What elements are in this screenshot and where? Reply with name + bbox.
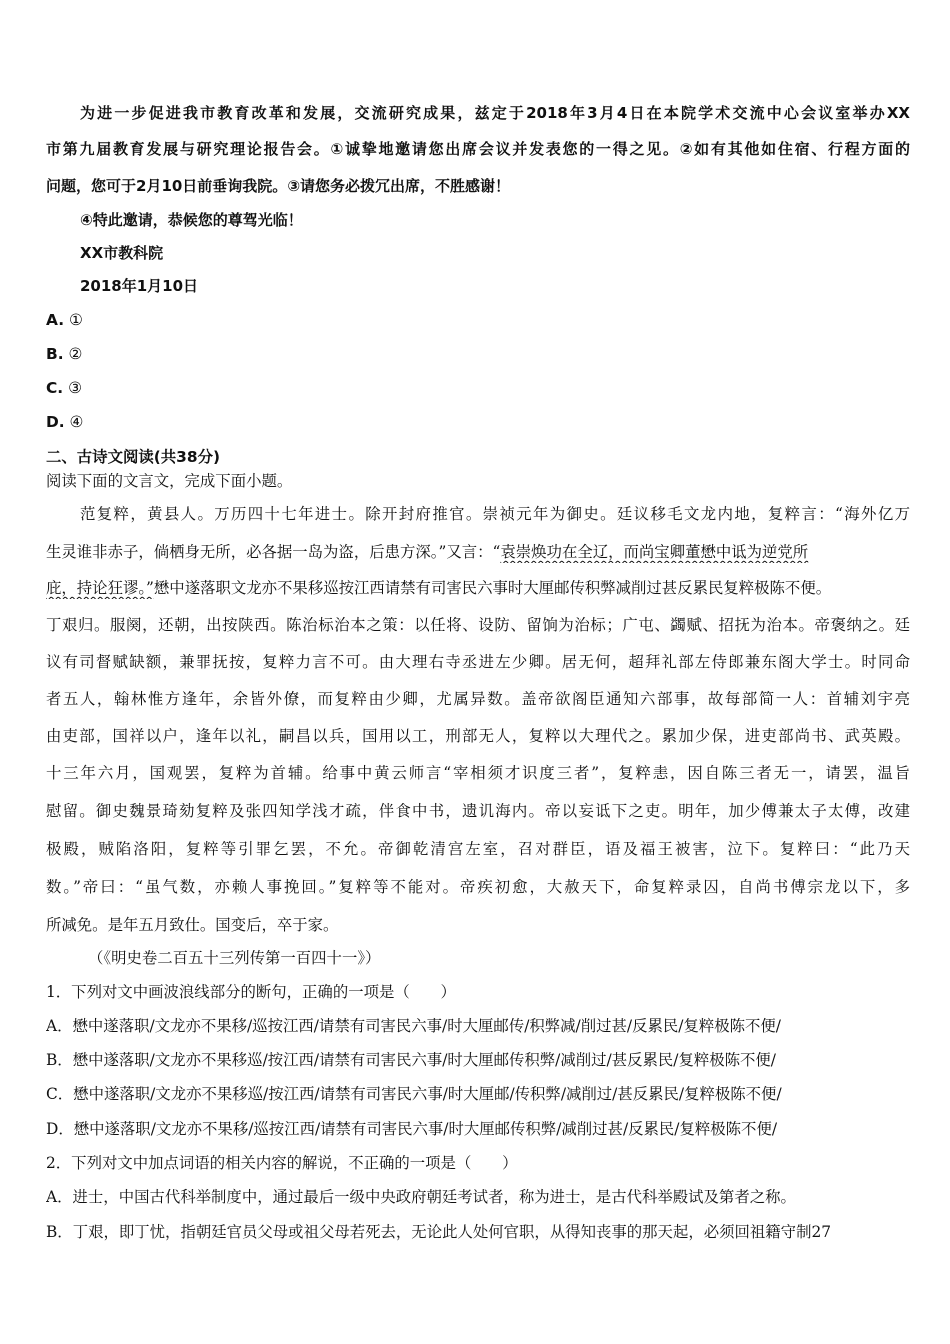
- option-a[interactable]: [46, 309, 910, 331]
- option-b-text: ②: [68, 345, 83, 363]
- q1-option-c[interactable]: [46, 1083, 910, 1105]
- passage-line-5: 议有司督赋缺额，兼罪抚按，复粹力言不可。由大理右寺丞进左少卿。居无何，超拜礼部左侍郎兼东阁大学士。时同命: [46, 653, 910, 671]
- q1-option-c-text: 懋中遂落职/文龙亦不果移巡/按江西/请禁有司害民六事/时大厘邮/传积弊/减削过/甚反累民/复粹极陈不便/: [73, 1085, 782, 1103]
- option-a-label: A.: [46, 311, 65, 329]
- passage-line-8: 十三年六月，国观罢，复粹为首辅。给事中黄云师言“宰相须才识度三者”，复粹恚，因自陈三者无一，请罢，温旨: [46, 764, 910, 782]
- question-2-stem: 2．下列对文中加点词语的相关内容的解说，不正确的一项是（ ）: [46, 1154, 518, 1172]
- passage-line-7: 由吏部，国祥以户，逢年以礼，嗣昌以兵，国用以工，刑部无人，复粹以大理代之。累加少保，进吏部尚书、武英殿。: [46, 727, 910, 745]
- notice-signature: XX市教科院: [80, 244, 164, 262]
- q2-option-b-text: 丁艰，即丁忧，指朝廷官员父母或祖父母若死去，无论此人处何官职，从得知丧事的那天起，必须回祖籍守制27: [72, 1223, 832, 1241]
- q1-option-a[interactable]: [46, 1015, 910, 1037]
- passage-line-9: 慰留。御史魏景琦劾复粹及张四知学浅才疏，伴食中书，遗讥海内。帝以妄诋下之吏。明年，加少傅兼太子太傅，改建: [46, 802, 910, 820]
- q2-option-a[interactable]: [46, 1186, 910, 1208]
- passage-line-2: [46, 541, 910, 563]
- q1-option-c-label: C．: [46, 1085, 74, 1103]
- q2-option-b-label: B．: [46, 1223, 73, 1241]
- notice-date: 2018年1月10日: [80, 277, 199, 295]
- passage-line-3: [46, 577, 910, 599]
- option-b-label: B.: [46, 345, 64, 363]
- q2-option-b[interactable]: [46, 1221, 910, 1243]
- option-a-text: ①: [68, 311, 83, 329]
- passage-line-10: 极殿，贼陷洛阳，复粹等引罪乞罢，不允。帝御乾清宫左室，召对群臣，语及福王被害，泣下。复粹曰：“此乃天: [46, 840, 910, 858]
- option-d-label: D.: [46, 413, 65, 431]
- passage-source: （《明史卷二百五十三列传第一百四十一》）: [88, 949, 381, 967]
- q1-option-b-text: 懋中遂落职/文龙亦不果移巡/按江西/请禁有司害民六事/时大厘邮传积弊/减削过/甚反累民/复粹极陈不便/: [72, 1051, 776, 1069]
- passage-line-1: 范复粹，黄县人。万历四十七年进士。除开封府推官。崇祯元年为御史。廷议移毛文龙内地，复粹言：“海外亿万: [80, 505, 910, 523]
- option-b[interactable]: [46, 343, 910, 365]
- passage-line-12: 所减免。是年五月致仕。国变后，卒于家。: [46, 916, 339, 934]
- q1-option-b-label: B．: [46, 1051, 73, 1069]
- q1-option-a-label: A．: [46, 1017, 73, 1035]
- q1-option-b[interactable]: [46, 1049, 910, 1071]
- option-d[interactable]: [46, 411, 910, 433]
- q2-option-a-text: 进士，中国古代科举制度中，通过最后一级中央政府朝廷考试者，称为进士，是古代科举殿试及第者之称。: [72, 1188, 796, 1206]
- notice-line-2: 市第九届教育发展与研究理论报告会。①诚挚地邀请您出席会议并发表您的一得之见。②如有其他如住宿、行程方面的: [46, 140, 910, 158]
- section-instruction: 阅读下面的文言文，完成下面小题。: [46, 472, 293, 490]
- q1-option-d-label: D．: [46, 1120, 74, 1138]
- passage-line-4: 丁艰归。服阕，还朝，出按陕西。陈治标治本之策：以任将、设防、留饷为治标；广屯、蠲赋、招抚为治本。帝褒纳之。廷: [46, 616, 910, 634]
- section-heading: 二、古诗文阅读(共38分): [46, 448, 221, 466]
- passage-line-2-text: 生灵谁非赤子，倘栖身无所，必各据一岛为盗，后患方深。”又言：“: [46, 543, 501, 561]
- notice-line-4: ④特此邀请，恭候您的尊驾光临！: [80, 211, 303, 229]
- q1-option-d[interactable]: [46, 1118, 910, 1140]
- option-c[interactable]: [46, 377, 910, 399]
- q1-option-d-text: 懋中遂落职/文龙亦不果移/巡按江西/请禁有司害民六事/时大厘邮传积弊/减削过甚/反累民/复粹极陈不便/: [73, 1120, 778, 1138]
- question-1-stem: 1．下列对文中画波浪线部分的断句，正确的一项是（ ）: [46, 983, 456, 1001]
- option-d-text: ④: [69, 413, 84, 431]
- option-c-text: ③: [68, 379, 82, 397]
- wavy-underlined-text-1: 袁崇焕功在全辽，而尚宝卿董懋中诋为逆党所: [500, 543, 809, 561]
- passage-line-3-text: 懋中遂落职文龙亦不果移巡按江西请禁有司害民六事时大厘邮传积弊减削过甚反累民复粹极陈不便。: [153, 579, 832, 597]
- notice-line-3: 问题，您可于2月10日前垂询我院。③请您务必拨冗出席，不胜感谢！: [46, 177, 511, 195]
- wavy-underlined-text-2: 庇，持论狂谬。”: [46, 579, 154, 597]
- option-c-label: C.: [46, 379, 64, 397]
- q2-option-a-label: A．: [46, 1188, 73, 1206]
- q1-option-a-text: 懋中遂落职/文龙亦不果移/巡按江西/请禁有司害民六事/时大厘邮传/积弊减/削过甚/反累民/复粹极陈不便/: [72, 1017, 781, 1035]
- passage-line-11: 数。”帝曰：“虽气数，亦赖人事挽回。”复粹等不能对。帝疾初愈，大赦天下，命复粹录囚，自尚书傅宗龙以下，多: [46, 878, 910, 896]
- passage-line-6: 者五人，翰林惟方逢年，余皆外僚，而复粹由少卿，尤属异数。盖帝欲阁臣通知六部事，故每部简一人：首辅刘宇亮: [46, 690, 910, 708]
- notice-line-1: 为进一步促进我市教育改革和发展，交流研究成果，兹定于2018年3月4日在本院学术交流中心会议室举办XX: [80, 104, 910, 122]
